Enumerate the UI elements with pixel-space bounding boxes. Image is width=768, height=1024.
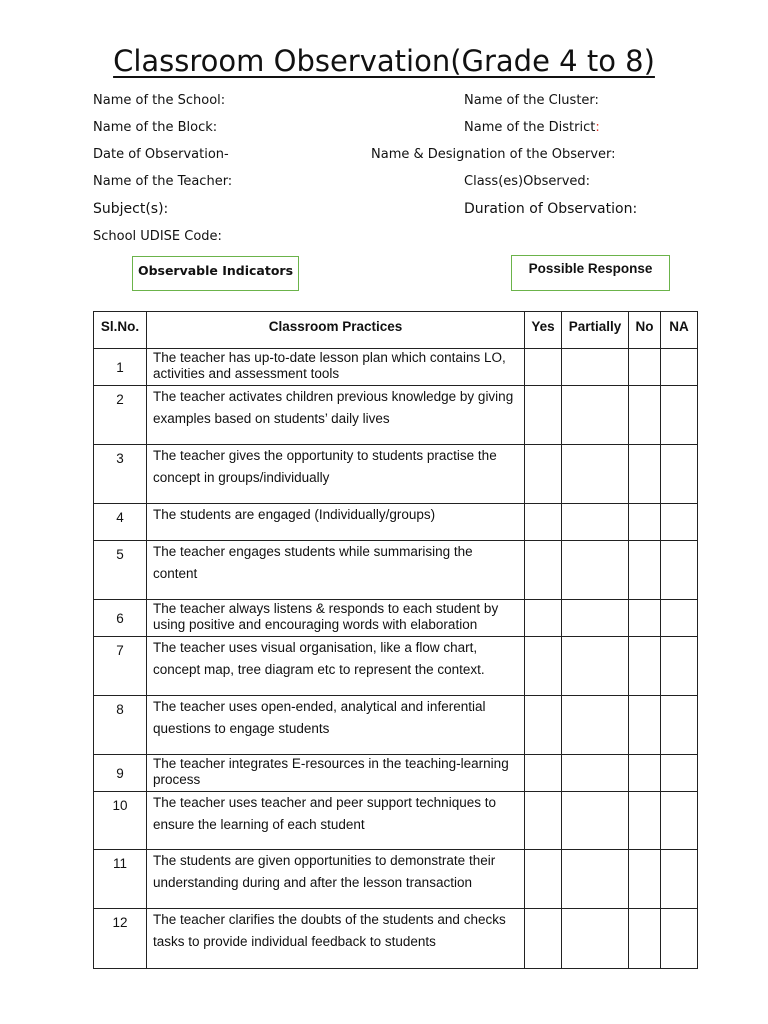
partially-cell[interactable]	[562, 696, 629, 755]
row-number: 11	[94, 850, 147, 909]
table-row	[94, 850, 698, 909]
no-cell[interactable]	[629, 386, 661, 445]
na-cell[interactable]	[661, 445, 698, 504]
partially-cell[interactable]	[562, 755, 629, 792]
na-cell[interactable]	[661, 755, 698, 792]
table-row	[94, 696, 698, 755]
row-number: 12	[94, 909, 147, 969]
row-number: 8	[94, 696, 147, 755]
practice-text: The teacher engages students while summarising the content	[147, 541, 525, 600]
no-cell[interactable]	[629, 349, 661, 386]
practice-text: The teacher gives the opportunity to students practise the concept in groups/individually	[147, 445, 525, 504]
practice-text: The students are engaged (Individually/groups)	[147, 504, 525, 541]
yes-cell[interactable]	[525, 850, 562, 909]
page-title: Classroom Observation(Grade 4 to 8)	[113, 44, 655, 78]
row-number: 10	[94, 792, 147, 850]
table-row	[94, 600, 698, 637]
yes-cell[interactable]	[525, 445, 562, 504]
yes-cell[interactable]	[525, 637, 562, 696]
table-row	[94, 445, 698, 504]
possible-response-label: Possible Response	[511, 255, 670, 291]
yes-cell[interactable]	[525, 386, 562, 445]
block-name-field[interactable]: Name of the Block:	[93, 120, 218, 135]
no-cell[interactable]	[629, 600, 661, 637]
no-cell[interactable]	[629, 541, 661, 600]
yes-cell[interactable]	[525, 755, 562, 792]
table-row	[94, 349, 698, 386]
header-partially: Partially	[562, 312, 629, 349]
no-cell[interactable]	[629, 445, 661, 504]
district-name-field[interactable]	[464, 120, 600, 135]
observable-indicators-label: Observable Indicators	[132, 256, 299, 291]
partially-cell[interactable]	[562, 600, 629, 637]
cluster-name-field[interactable]: Name of the Cluster:	[464, 93, 599, 108]
subjects-field[interactable]: Subject(s):	[93, 201, 169, 217]
school-name-field[interactable]: Name of the School:	[93, 93, 226, 108]
na-cell[interactable]	[661, 541, 698, 600]
partially-cell[interactable]	[562, 445, 629, 504]
observer-field[interactable]: Name & Designation of the Observer:	[371, 147, 616, 162]
na-cell[interactable]	[661, 504, 698, 541]
practice-text: The teacher always listens & responds to each student by using positive and encouraging words with elaboration	[147, 600, 525, 637]
observation-table	[93, 311, 698, 969]
practice-text: The teacher activates children previous knowledge by giving examples based on students’ daily lives	[147, 386, 525, 445]
practice-text: The teacher uses visual organisation, like a flow chart, concept map, tree diagram etc to represent the context.	[147, 637, 525, 696]
yes-cell[interactable]	[525, 696, 562, 755]
na-cell[interactable]	[661, 349, 698, 386]
yes-cell[interactable]	[525, 909, 562, 969]
header-no: No	[629, 312, 661, 349]
partially-cell[interactable]	[562, 386, 629, 445]
partially-cell[interactable]	[562, 637, 629, 696]
partially-cell[interactable]	[562, 850, 629, 909]
practice-text: The teacher clarifies the doubts of the students and checks tasks to provide individual feedback to students	[147, 909, 525, 969]
teacher-name-field[interactable]: Name of the Teacher:	[93, 174, 233, 189]
duration-field[interactable]: Duration of Observation:	[464, 201, 638, 217]
na-cell[interactable]	[661, 600, 698, 637]
row-number: 3	[94, 445, 147, 504]
na-cell[interactable]	[661, 696, 698, 755]
partially-cell[interactable]	[562, 541, 629, 600]
district-label: Name of the District	[464, 120, 596, 135]
yes-cell[interactable]	[525, 792, 562, 850]
table-row	[94, 792, 698, 850]
no-cell[interactable]	[629, 850, 661, 909]
practice-text: The teacher integrates E-resources in the teaching-learning process	[147, 755, 525, 792]
na-cell[interactable]	[661, 850, 698, 909]
table-row	[94, 909, 698, 969]
yes-cell[interactable]	[525, 600, 562, 637]
table-row	[94, 637, 698, 696]
table-row	[94, 386, 698, 445]
practice-text: The teacher uses open-ended, analytical and inferential questions to engage students	[147, 696, 525, 755]
practice-text: The teacher has up-to-date lesson plan which contains LO, activities and assessment tools	[147, 349, 525, 386]
no-cell[interactable]	[629, 909, 661, 969]
no-cell[interactable]	[629, 504, 661, 541]
district-colon: :	[595, 120, 600, 135]
na-cell[interactable]	[661, 909, 698, 969]
na-cell[interactable]	[661, 792, 698, 850]
table-row	[94, 504, 698, 541]
row-number: 9	[94, 755, 147, 792]
practice-text: The teacher uses teacher and peer support techniques to ensure the learning of each student	[147, 792, 525, 850]
partially-cell[interactable]	[562, 504, 629, 541]
observation-date-field[interactable]: Date of Observation-	[93, 147, 229, 162]
header-na: NA	[661, 312, 698, 349]
yes-cell[interactable]	[525, 504, 562, 541]
row-number: 7	[94, 637, 147, 696]
partially-cell[interactable]	[562, 909, 629, 969]
na-cell[interactable]	[661, 637, 698, 696]
partially-cell[interactable]	[562, 349, 629, 386]
row-number: 5	[94, 541, 147, 600]
row-number: 1	[94, 349, 147, 386]
no-cell[interactable]	[629, 637, 661, 696]
no-cell[interactable]	[629, 696, 661, 755]
no-cell[interactable]	[629, 755, 661, 792]
na-cell[interactable]	[661, 386, 698, 445]
udise-code-field[interactable]: School UDISE Code:	[93, 229, 222, 244]
yes-cell[interactable]	[525, 349, 562, 386]
header-yes: Yes	[525, 312, 562, 349]
practice-text: The students are given opportunities to demonstrate their understanding during and after the lesson transaction	[147, 850, 525, 909]
table-header-row	[94, 312, 698, 349]
header-practices: Classroom Practices	[147, 312, 525, 349]
row-number: 4	[94, 504, 147, 541]
row-number: 6	[94, 600, 147, 637]
yes-cell[interactable]	[525, 541, 562, 600]
table-row	[94, 755, 698, 792]
row-number: 2	[94, 386, 147, 445]
classes-observed-field[interactable]: Class(es)Observed:	[464, 174, 591, 189]
partially-cell[interactable]	[562, 792, 629, 850]
no-cell[interactable]	[629, 792, 661, 850]
table-row	[94, 541, 698, 600]
header-slno: Sl.No.	[94, 312, 147, 349]
